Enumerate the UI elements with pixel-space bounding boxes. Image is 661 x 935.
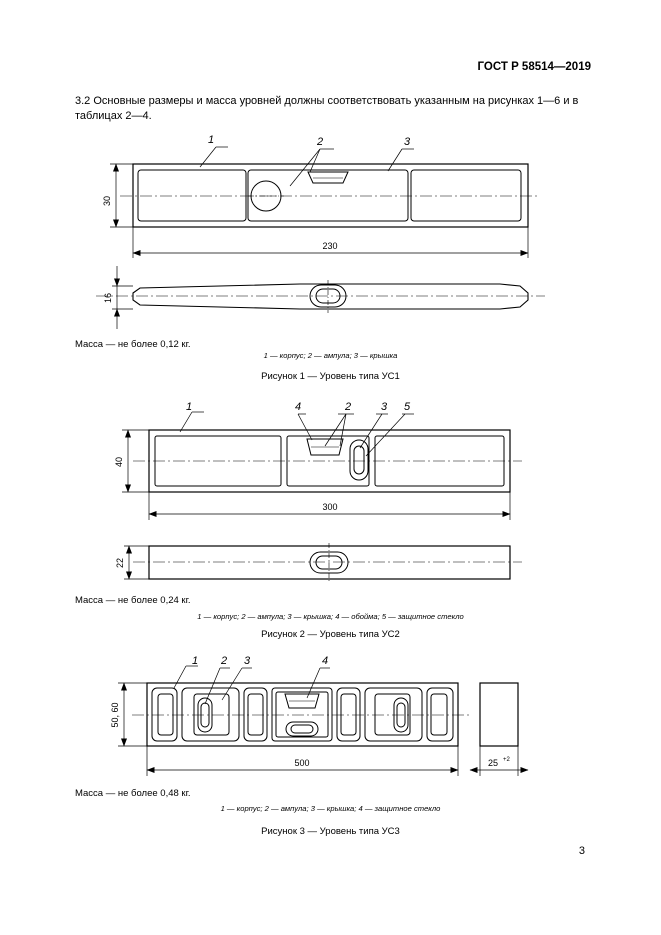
- fig3-dim-thickness-tolerance: +2: [503, 757, 510, 763]
- fig1-legend: 1 — корпус; 2 — ампула; 3 — крышка: [263, 351, 398, 360]
- fig2-legend: 1 — корпус; 2 — ампула; 3 — крышка; 4 — обойма; 5 — защитное стекло: [197, 612, 464, 621]
- document-header: ГОСТ Р 58514—2019: [477, 61, 591, 73]
- fig3-dim-height: 50, 60: [110, 702, 120, 728]
- fig3-dim-thickness: 25: [487, 758, 499, 768]
- fig2-label-5: 5: [404, 401, 411, 413]
- fig2-dim-height: 40: [114, 456, 124, 468]
- fig1-label-2: 2: [317, 136, 324, 148]
- fig3-mass: Масса — не более 0,48 кг.: [75, 788, 191, 799]
- fig3-legend: 1 — корпус; 2 — ампула; 3 — крышка; 4 — защитное стекло: [220, 804, 441, 813]
- fig3-dim-length: 500: [294, 758, 310, 768]
- fig1-dim-thickness: 16: [103, 292, 113, 304]
- fig2-dim-length: 300: [322, 502, 338, 512]
- fig3-caption: Рисунок 3 — Уровень типа УС3: [261, 826, 400, 837]
- fig2-label-1: 1: [186, 401, 193, 413]
- fig2-label-4: 4: [295, 401, 302, 413]
- fig2-label-3: 3: [381, 401, 388, 413]
- fig3-label-3: 3: [244, 655, 251, 667]
- fig2-caption: Рисунок 2 — Уровень типа УС2: [261, 629, 400, 640]
- fig2-dim-thickness: 22: [115, 557, 125, 569]
- fig1-mass: Масса — не более 0,12 кг.: [75, 339, 191, 350]
- intro-paragraph: 3.2 Основные размеры и масса уровней должны соответствовать указанным на рисунках 1—6 и в таблицах 2—4.: [75, 95, 579, 122]
- fig1-dim-length: 230: [322, 241, 338, 251]
- fig2-mass: Масса — не более 0,24 кг.: [75, 595, 191, 606]
- fig3-label-2: 2: [221, 655, 228, 667]
- fig1-label-1: 1: [208, 134, 215, 146]
- fig1-caption: Рисунок 1 — Уровень типа УС1: [261, 371, 400, 382]
- fig1-dim-height: 30: [102, 195, 112, 207]
- fig1-label-3: 3: [404, 136, 411, 148]
- fig2-label-2: 2: [345, 401, 352, 413]
- fig3-label-4: 4: [322, 655, 329, 667]
- page-number: 3: [578, 845, 585, 857]
- fig3-label-1: 1: [192, 655, 199, 667]
